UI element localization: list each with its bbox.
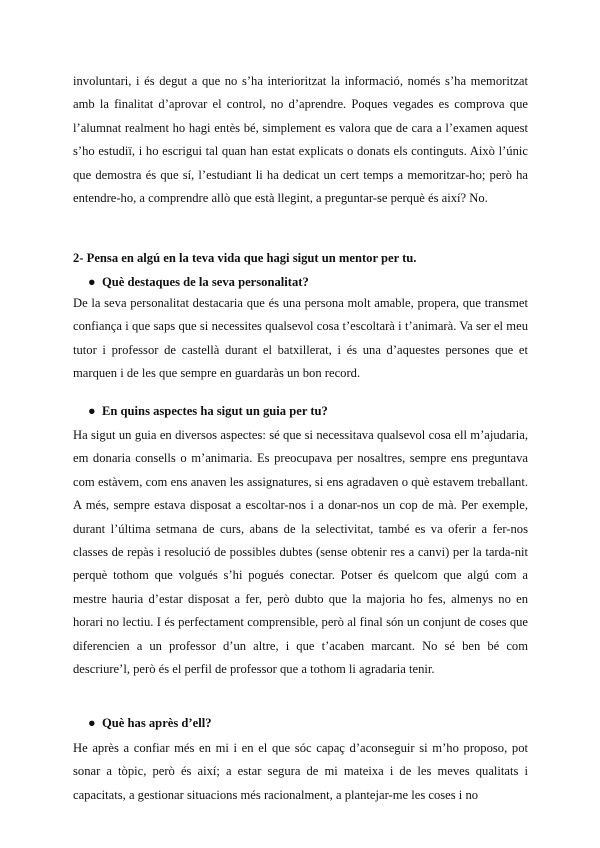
paragraph-guide: Ha sigut un guia en diversos aspectes: sé que si necessitava qualsevol cosa ell m’ajudaria, em donaria consells o m’animaria. Es preocupava per nosaltres, sempre ens preguntava com estàvem, com ens anaven les assignatures, si ens agradaven o què estavem treballant. A més, sempre estava disposat a escoltar-nos i a donar-nos un cop de mà. Per exemple, durant l’última setmana de curs, abans de la selectivitat, també es va oferir a fer-nos classes de repàs i resolució de possibles dubtes (sense obtenir res a canvi) per la tarda-nit perquè tothom que volgués s’hi pogués conectar. Potser és quelcom que algú com a mestre hauria d’estar disposat a fer, però dubto que la majoria ho fes, almenys no en horari no lectiu. I és perfectament comprensible, però al final són un conjunt de coses que diferencien a un professor d’un altre, i que t’acaben marcant. No sé ben bé com descriure’l, però és el perfil de professor que a tothom li agradaria tenir.	[73, 428, 528, 677]
bullet-question-text: En quins aspectes ha sigut un guia per tu?	[102, 404, 328, 418]
section-heading: 2- Pensa en algú en la teva vida que hagi sigut un mentor per tu.	[73, 251, 417, 265]
paragraph-personality: De la seva personalitat destacaria que és una persona molt amable, propera, que transmet confiança i que saps que si necessites qualsevol cosa t’escoltarà i t’animarà. Va ser el meu tutor i professor de castellà durant el batxillerat, i és una d’aquestes persones que et marquen i de les que sempre en guardaràs un bon record.	[73, 296, 528, 381]
paragraph-intro: involuntari, i és degut a que no s’ha interioritzat la informació, només s’ha memoritzat amb la finalitat d’aprovar el control, no d’aprendre. Poques vegades es comprova que l’alumnat realment ho hagi entès bé, simplement es valora que de cara a l’examen aquest s’ho estudiï, i ho escrigui tal quan han estat explicats o donats els continguts. Això l’únic que demostra és que sí, l’estudiant li ha dedicat un cert temps a memoritzar-ho; però ha entendre-ho, a comprendre allò que està llegint, a preguntar-se perquè és així? No.	[73, 74, 528, 206]
paragraph-learned: He après a confiar més en mi i en el que sóc capaç d’aconseguir si m’ho proposo, pot sonar a tòpic, però és així; a estar segura de mi mateixa i de les meves qualitats i capacitats, a gestionar situacions més racionalment, a plantejar-me les coses i no	[73, 741, 528, 802]
bullet-question-text: Què destaques de la seva personalitat?	[102, 275, 309, 289]
bullet-icon: ●	[88, 404, 96, 418]
bullet-icon: ●	[88, 275, 96, 289]
bullet-question-personality	[88, 271, 528, 294]
bullet-question-guide	[88, 400, 528, 423]
bullet-icon: ●	[88, 716, 96, 730]
bullet-question-learned	[88, 712, 528, 735]
bullet-question-text: Què has après d’ell?	[102, 716, 212, 730]
